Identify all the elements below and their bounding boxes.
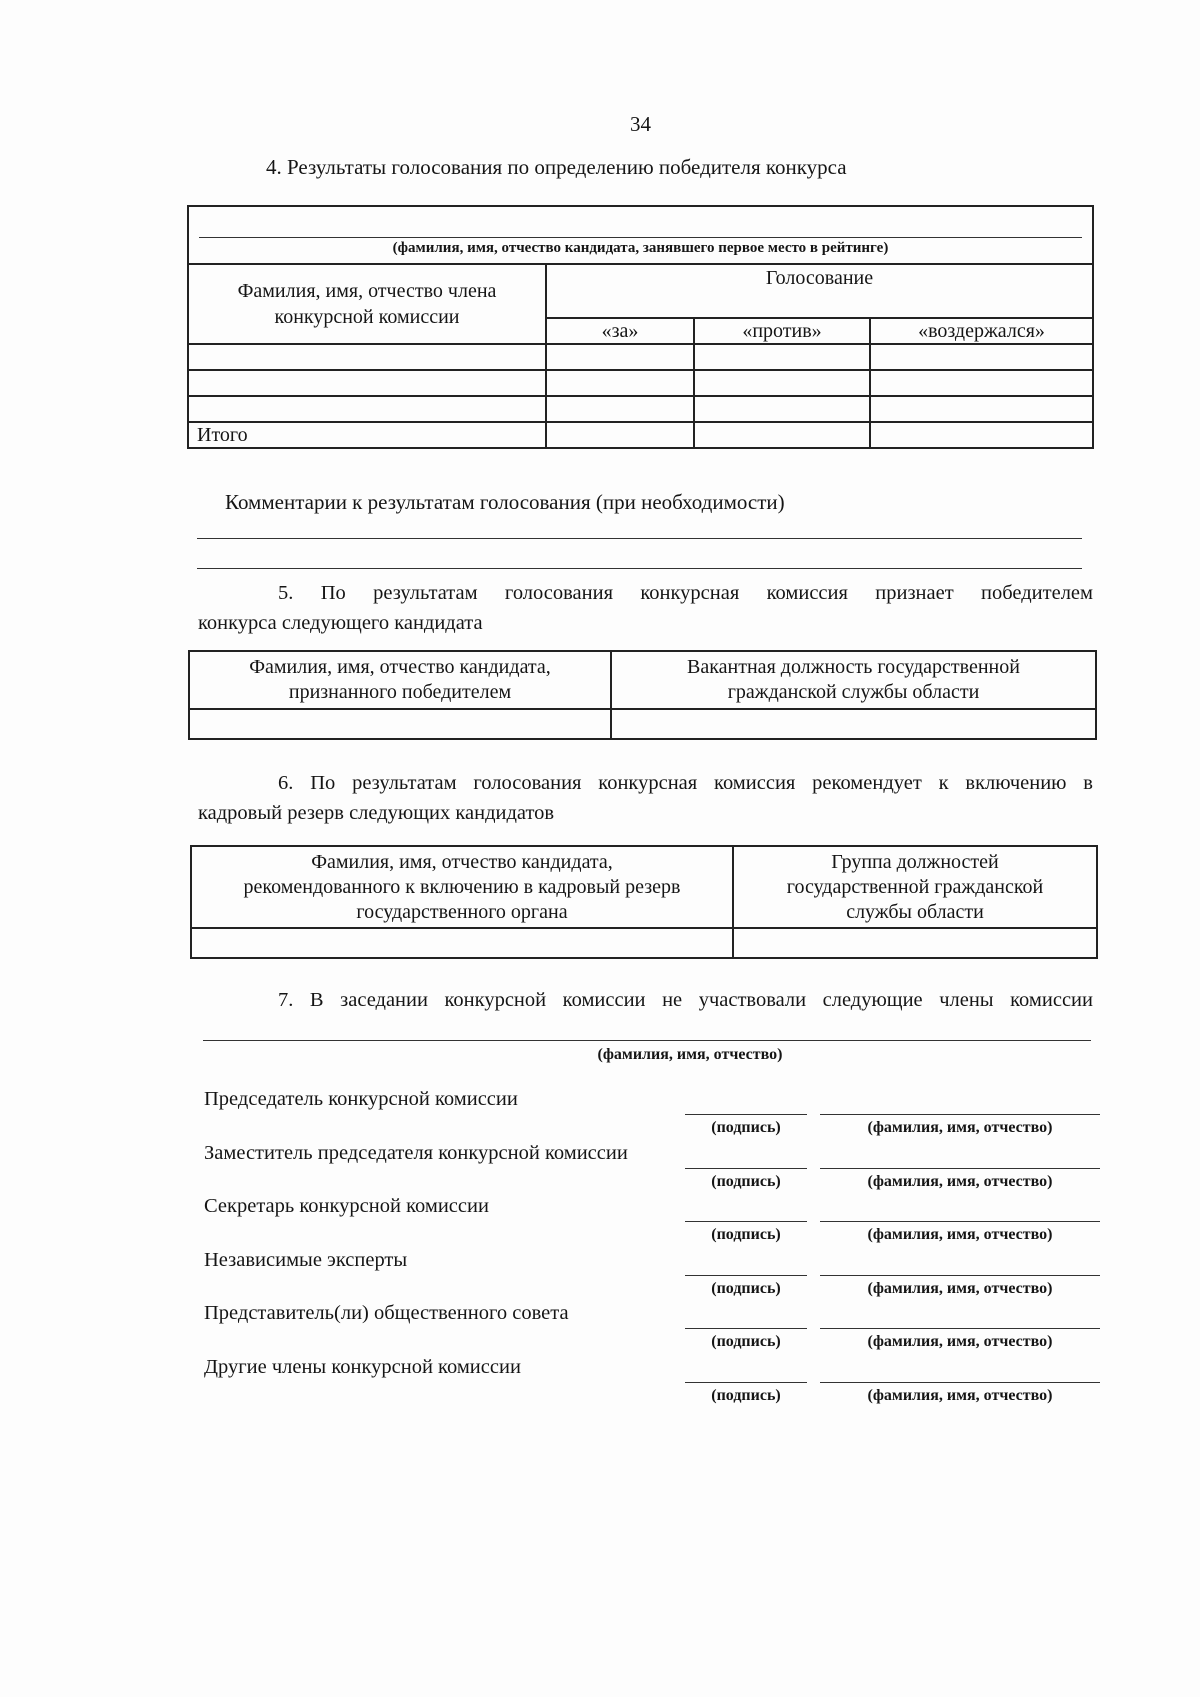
signature-role-label: Представитель(ли) общественного совета — [204, 1302, 569, 1324]
group-header-line3: службы области — [846, 900, 984, 923]
table-cell[interactable] — [733, 928, 1097, 958]
name-line[interactable] — [820, 1328, 1100, 1329]
table-cell[interactable] — [546, 422, 694, 448]
table-cell[interactable] — [694, 396, 870, 422]
table-cell[interactable] — [694, 370, 870, 396]
table-row — [189, 709, 1096, 739]
signature-caption: (подпись) — [711, 1280, 781, 1297]
reserve-table — [190, 845, 1098, 959]
table-cell[interactable] — [189, 709, 611, 739]
winner-header-line2: признанного победителем — [288, 681, 512, 703]
signature-caption: (подпись) — [711, 1333, 781, 1350]
signature-line[interactable] — [685, 1382, 807, 1383]
name-caption: (фамилия, имя, отчество) — [867, 1333, 1053, 1350]
section7-paragraph — [198, 985, 1093, 1015]
section4-title: 4. Результаты голосования по определению победителя конкурса — [266, 155, 847, 179]
table-cell[interactable] — [870, 344, 1093, 370]
total-row — [188, 422, 1093, 448]
table-cell[interactable] — [694, 344, 870, 370]
position-group-header — [733, 846, 1097, 928]
position-header-line1: Вакантная должность государственной — [687, 656, 1020, 678]
signature-role-label: Председатель конкурсной комиссии — [204, 1088, 518, 1110]
signature-caption: (подпись) — [711, 1226, 781, 1243]
signature-line[interactable] — [685, 1275, 807, 1276]
name-caption: (фамилия, имя, отчество) — [867, 1119, 1053, 1136]
table-cell[interactable] — [546, 344, 694, 370]
name-caption: (фамилия, имя, отчество) — [867, 1387, 1053, 1404]
name-line[interactable] — [820, 1382, 1100, 1383]
winner-table — [188, 650, 1097, 740]
signature-role-label: Независимые эксперты — [204, 1249, 408, 1271]
section5-line1: 5. По результатам голосования конкурсная комиссия признает победителем — [278, 582, 1093, 604]
table-row — [188, 370, 1093, 396]
table-row — [191, 928, 1097, 958]
reserve-header-line1: Фамилия, имя, отчество кандидата, — [311, 850, 613, 873]
winner-name-header — [189, 651, 611, 709]
section6-paragraph — [198, 768, 1093, 828]
vote-against-header: «против» — [694, 318, 870, 344]
section6-line2: кадровый резерв следующих кандидатов — [198, 802, 555, 824]
signature-role-label: Другие члены конкурсной комиссии — [204, 1356, 521, 1378]
section5-paragraph — [198, 578, 1093, 638]
section6-line1: 6. По результатам голосования конкурсная комиссия рекомендует к включению в — [278, 772, 1093, 794]
voting-results-table — [187, 205, 1094, 449]
absent-members-line[interactable] — [203, 1040, 1091, 1041]
name-caption: (фамилия, имя, отчество) — [867, 1280, 1053, 1297]
name-line[interactable] — [820, 1168, 1100, 1169]
winner-header-line1: Фамилия, имя, отчество кандидата, — [249, 656, 551, 678]
winner-candidate-field[interactable] — [188, 206, 1093, 264]
name-line[interactable] — [820, 1275, 1100, 1276]
table-row — [188, 396, 1093, 422]
candidate-name-line — [199, 237, 1082, 238]
absent-members-caption: (фамилия, имя, отчество) — [597, 1046, 783, 1063]
signature-line[interactable] — [685, 1328, 807, 1329]
vote-abstain-header: «воздержался» — [870, 318, 1093, 344]
member-header-line2: конкурсной комиссии — [274, 306, 460, 328]
table-cell[interactable] — [870, 370, 1093, 396]
table-cell[interactable] — [694, 422, 870, 448]
table-cell[interactable] — [611, 709, 1096, 739]
reserve-header-line3: государственного органа — [356, 900, 568, 923]
voting-header: Голосование — [546, 264, 1093, 318]
vacant-position-header — [611, 651, 1096, 709]
comment-line[interactable] — [197, 538, 1082, 539]
candidate-caption: (фамилия, имя, отчество кандидата, занявшего первое место в рейтинге) — [392, 240, 889, 256]
table-cell[interactable] — [191, 928, 733, 958]
vote-for-header: «за» — [546, 318, 694, 344]
name-line[interactable] — [820, 1221, 1100, 1222]
group-header-line1: Группа должностей — [831, 850, 999, 873]
member-header-line1: Фамилия, имя, отчество члена — [237, 280, 497, 302]
position-header-line2: гражданской службы области — [727, 681, 980, 703]
signature-role-label: Секретарь конкурсной комиссии — [204, 1195, 489, 1217]
group-header-line2: государственной гражданской — [786, 875, 1044, 898]
reserve-header-line2: рекомендованного к включению в кадровый резерв — [243, 875, 681, 898]
table-cell[interactable] — [188, 396, 546, 422]
comments-label: Комментарии к результатам голосования (при необходимости) — [225, 490, 785, 514]
signature-caption: (подпись) — [711, 1173, 781, 1190]
name-caption: (фамилия, имя, отчество) — [867, 1226, 1053, 1243]
name-line[interactable] — [820, 1114, 1100, 1115]
signature-role-label: Заместитель председателя конкурсной комиссии — [204, 1142, 628, 1164]
table-cell[interactable] — [870, 422, 1093, 448]
total-label: Итого — [188, 422, 546, 448]
table-row — [188, 344, 1093, 370]
table-cell[interactable] — [546, 396, 694, 422]
section7-line1: 7. В заседании конкурсной комиссии не участвовали следующие члены комиссии — [278, 989, 1093, 1011]
table-cell[interactable] — [188, 370, 546, 396]
section5-line2: конкурса следующего кандидата — [198, 612, 483, 634]
page-number: 34 — [630, 112, 651, 136]
signature-line[interactable] — [685, 1168, 807, 1169]
table-cell[interactable] — [870, 396, 1093, 422]
signature-line[interactable] — [685, 1221, 807, 1222]
table-cell[interactable] — [188, 344, 546, 370]
comment-line[interactable] — [197, 568, 1082, 569]
signature-caption: (подпись) — [711, 1119, 781, 1136]
member-name-header — [188, 264, 546, 344]
name-caption: (фамилия, имя, отчество) — [867, 1173, 1053, 1190]
table-cell[interactable] — [546, 370, 694, 396]
reserve-name-header — [191, 846, 733, 928]
signature-caption: (подпись) — [711, 1387, 781, 1404]
signature-line[interactable] — [685, 1114, 807, 1115]
